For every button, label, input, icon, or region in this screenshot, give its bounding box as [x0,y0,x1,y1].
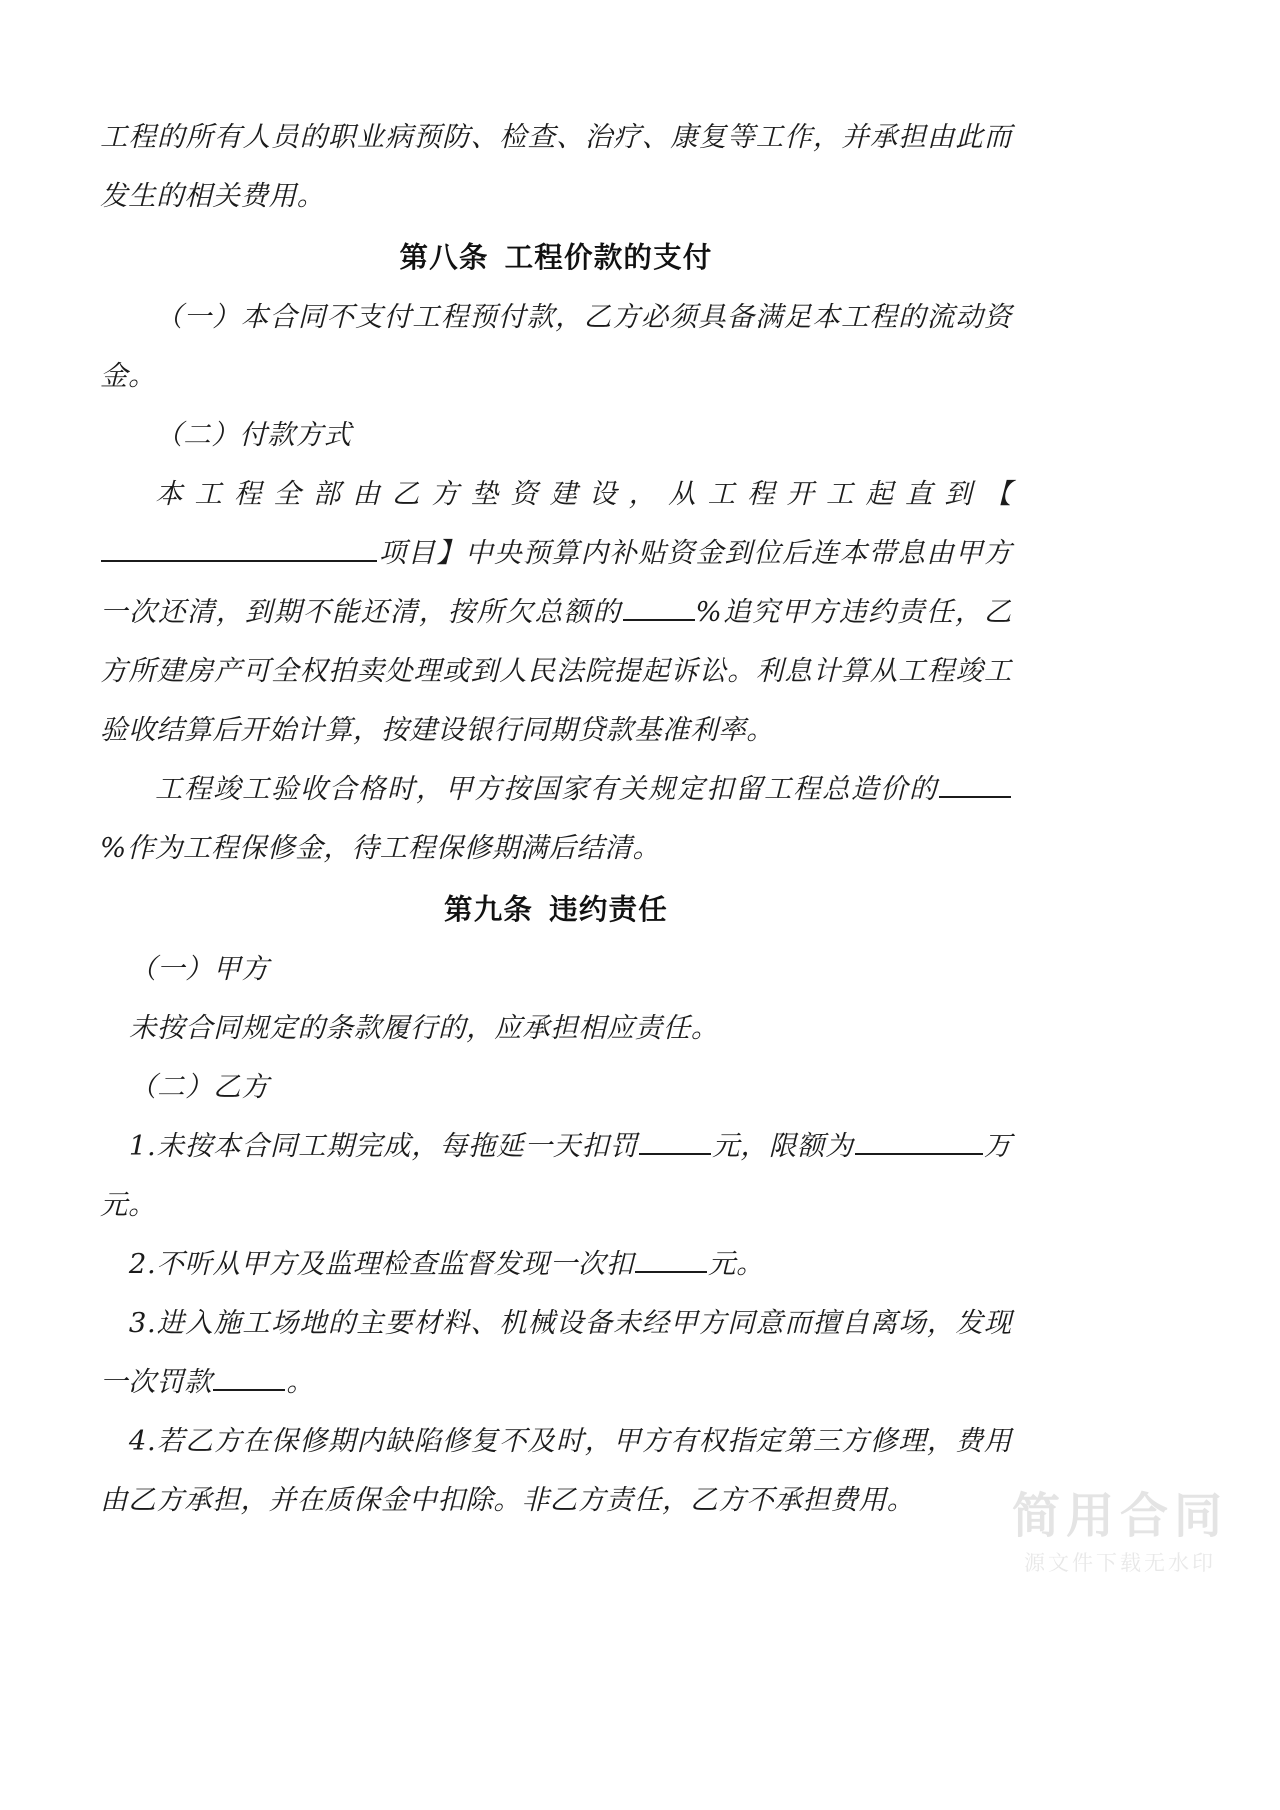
payment-text-2: 项目】中央预算内补贴资金到位后连本带息由甲方一次还清，到期不能还清，按所欠总额的 [100,537,1012,628]
paragraph-party-b-label: （二）乙方 [128,1071,270,1103]
blank-project-name[interactable] [101,531,377,562]
item-2-text-2: 元。 [708,1248,765,1280]
paragraph-party-b-item-1 [100,1117,1012,1235]
paragraph-party-b-item-4: 4.若乙方在保修期内缺陷修复不及时，甲方有权指定第三方修理，费用由乙方承担，并在质保金中扣除。非乙方责任，乙方不承担费用。 [100,1425,1012,1516]
heading-article-8 [100,226,1012,288]
blank-daily-delay-fine[interactable] [639,1124,711,1155]
item-3-text-2: 。 [286,1366,315,1398]
heading-article-9-number: 第九条 [444,892,534,926]
item-2-text-1: 2.不听从甲方及监理检查监督发现一次扣 [128,1248,635,1280]
payment-text-1: 本工程全部由乙方垫资建设，从工程开工起直到【 [155,478,1012,510]
paragraph-party-a-liability: 未按合同规定的条款履行的，应承担相应责任。 [128,1012,719,1044]
paragraph-warranty-retention [100,760,1012,878]
document-body [100,108,1012,1530]
paragraph-no-prepayment: （一）本合同不支付工程预付款，乙方必须具备满足本工程的流动资金。 [100,301,1012,392]
watermark-subtitle: 源文件下载无水印 [1023,1551,1216,1575]
paragraph-payment-details [100,465,1012,760]
blank-equipment-removal-fine[interactable] [213,1360,285,1391]
retention-text-2: %作为工程保修金，待工程保修期满后结清。 [100,832,661,864]
heading-article-9 [100,878,1012,940]
item-1-text-1: 1.未按本合同工期完成，每拖延一天扣罚 [128,1130,638,1162]
heading-article-9-title: 违约责任 [549,892,668,926]
payment-text-3: %追究甲方违约责任，乙方所建房产可全权拍卖处理或到人民法院提起诉讼。利息计算从工程竣工验收结算后开始计算，按建设银行同期贷款基准利率。 [100,596,1012,746]
blank-delay-fine-cap[interactable] [855,1124,983,1155]
blank-supervision-fine[interactable] [635,1242,707,1273]
watermark [1012,1488,1228,1578]
paragraph-party-a-label: （一）甲方 [128,953,270,985]
blank-retention-percent[interactable] [939,767,1011,798]
paragraph-party-b-item-3 [100,1294,1012,1412]
item-1-text-3: 万元。 [100,1130,1013,1221]
paragraph-party-b-item-2 [100,1235,1012,1294]
retention-text-1: 工程竣工验收合格时，甲方按国家有关规定扣留工程总造价的 [155,773,938,805]
item-1-text-2: 元，限额为 [711,1130,854,1162]
item-3-text-1: 3.进入施工场地的主要材料、机械设备未经甲方同意而擅自离场，发现一次罚款 [100,1307,1012,1398]
heading-article-8-number: 第八条 [399,240,489,274]
heading-article-8-title: 工程价款的支付 [504,240,713,274]
paragraph-occupational-health: 工程的所有人员的职业病预防、检查、治疗、康复等工作，并承担由此而发生的相关费用。 [100,121,1012,212]
paragraph-payment-method-label: （二）付款方式 [155,419,352,451]
blank-penalty-percent[interactable] [623,590,695,621]
watermark-brand: 简用合同 [1011,1488,1228,1544]
